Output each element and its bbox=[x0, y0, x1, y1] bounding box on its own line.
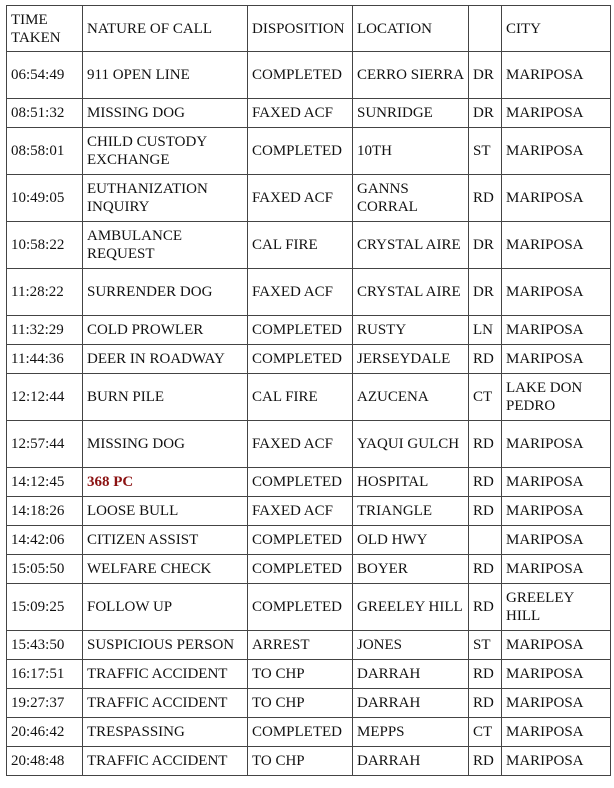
cell-city: MARIPOSA bbox=[502, 222, 611, 269]
header-city: CITY bbox=[502, 6, 611, 52]
cell-city: MARIPOSA bbox=[502, 526, 611, 555]
cell-city: MARIPOSA bbox=[502, 468, 611, 497]
cell-nature: MISSING DOG bbox=[83, 99, 248, 128]
cell-suffix bbox=[469, 526, 502, 555]
table-header-row bbox=[7, 6, 611, 52]
table-body bbox=[7, 52, 611, 776]
cell-nature: CITIZEN ASSIST bbox=[83, 526, 248, 555]
cell-suffix: RD bbox=[469, 747, 502, 776]
cell-location: 10TH bbox=[353, 128, 469, 175]
cell-time: 15:09:25 bbox=[7, 584, 83, 631]
cell-suffix: DR bbox=[469, 99, 502, 128]
table-row bbox=[7, 555, 611, 584]
header-nature: NATURE OF CALL bbox=[83, 6, 248, 52]
cell-disposition: TO CHP bbox=[248, 689, 353, 718]
table-row bbox=[7, 316, 611, 345]
cell-nature: TRAFFIC ACCIDENT bbox=[83, 689, 248, 718]
table-row bbox=[7, 631, 611, 660]
cell-nature: WELFARE CHECK bbox=[83, 555, 248, 584]
cell-time: 08:58:01 bbox=[7, 128, 83, 175]
cell-nature: SURRENDER DOG bbox=[83, 269, 248, 316]
cell-location: HOSPITAL bbox=[353, 468, 469, 497]
cell-location: CERRO SIERRA bbox=[353, 52, 469, 99]
cell-city: MARIPOSA bbox=[502, 269, 611, 316]
cell-suffix: DR bbox=[469, 269, 502, 316]
cell-city: MARIPOSA bbox=[502, 497, 611, 526]
cell-disposition: ARREST bbox=[248, 631, 353, 660]
table-row bbox=[7, 421, 611, 468]
cell-disposition: COMPLETED bbox=[248, 316, 353, 345]
cell-city: MARIPOSA bbox=[502, 175, 611, 222]
cell-city: MARIPOSA bbox=[502, 555, 611, 584]
cell-disposition: COMPLETED bbox=[248, 345, 353, 374]
cell-disposition: FAXED ACF bbox=[248, 99, 353, 128]
cell-nature: AMBULANCE REQUEST bbox=[83, 222, 248, 269]
cell-suffix: LN bbox=[469, 316, 502, 345]
cell-disposition: COMPLETED bbox=[248, 718, 353, 747]
table-row bbox=[7, 584, 611, 631]
cell-suffix: RD bbox=[469, 660, 502, 689]
cell-location: SUNRIDGE bbox=[353, 99, 469, 128]
call-log-table bbox=[6, 5, 611, 776]
table-row bbox=[7, 99, 611, 128]
cell-time: 10:58:22 bbox=[7, 222, 83, 269]
cell-city: MARIPOSA bbox=[502, 52, 611, 99]
cell-nature: 911 OPEN LINE bbox=[83, 52, 248, 99]
cell-nature: FOLLOW UP bbox=[83, 584, 248, 631]
cell-nature: TRAFFIC ACCIDENT bbox=[83, 747, 248, 776]
cell-city: MARIPOSA bbox=[502, 316, 611, 345]
header-suffix bbox=[469, 6, 502, 52]
cell-time: 14:18:26 bbox=[7, 497, 83, 526]
cell-city: MARIPOSA bbox=[502, 128, 611, 175]
cell-time: 15:05:50 bbox=[7, 555, 83, 584]
cell-disposition: FAXED ACF bbox=[248, 497, 353, 526]
cell-disposition: COMPLETED bbox=[248, 526, 353, 555]
cell-suffix: ST bbox=[469, 128, 502, 175]
cell-disposition: CAL FIRE bbox=[248, 222, 353, 269]
cell-city: MARIPOSA bbox=[502, 689, 611, 718]
cell-city: MARIPOSA bbox=[502, 631, 611, 660]
table-row bbox=[7, 497, 611, 526]
cell-nature: TRESPASSING bbox=[83, 718, 248, 747]
cell-location: CRYSTAL AIRE bbox=[353, 222, 469, 269]
cell-location: GREELEY HILL bbox=[353, 584, 469, 631]
cell-nature: LOOSE BULL bbox=[83, 497, 248, 526]
table-row bbox=[7, 269, 611, 316]
cell-disposition: COMPLETED bbox=[248, 128, 353, 175]
table-row bbox=[7, 175, 611, 222]
cell-suffix: RD bbox=[469, 584, 502, 631]
cell-disposition: COMPLETED bbox=[248, 555, 353, 584]
cell-location: BOYER bbox=[353, 555, 469, 584]
table-row bbox=[7, 718, 611, 747]
cell-city: MARIPOSA bbox=[502, 99, 611, 128]
cell-disposition: COMPLETED bbox=[248, 52, 353, 99]
cell-time: 12:12:44 bbox=[7, 374, 83, 421]
cell-disposition: FAXED ACF bbox=[248, 421, 353, 468]
table-row bbox=[7, 345, 611, 374]
cell-nature: MISSING DOG bbox=[83, 421, 248, 468]
header-time: TIME TAKEN bbox=[7, 6, 83, 52]
cell-nature: EUTHANIZATION INQUIRY bbox=[83, 175, 248, 222]
cell-suffix: RD bbox=[469, 555, 502, 584]
cell-disposition: FAXED ACF bbox=[248, 175, 353, 222]
cell-location: DARRAH bbox=[353, 689, 469, 718]
cell-location: OLD HWY bbox=[353, 526, 469, 555]
cell-disposition: COMPLETED bbox=[248, 468, 353, 497]
cell-city: MARIPOSA bbox=[502, 660, 611, 689]
cell-city: MARIPOSA bbox=[502, 421, 611, 468]
cell-time: 11:28:22 bbox=[7, 269, 83, 316]
cell-nature: BURN PILE bbox=[83, 374, 248, 421]
cell-location: MEPPS bbox=[353, 718, 469, 747]
cell-location: DARRAH bbox=[353, 747, 469, 776]
cell-location: AZUCENA bbox=[353, 374, 469, 421]
header-disposition: DISPOSITION bbox=[248, 6, 353, 52]
cell-disposition: FAXED ACF bbox=[248, 269, 353, 316]
cell-time: 06:54:49 bbox=[7, 52, 83, 99]
cell-suffix: RD bbox=[469, 497, 502, 526]
table-row bbox=[7, 128, 611, 175]
cell-location: JONES bbox=[353, 631, 469, 660]
header-location: LOCATION bbox=[353, 6, 469, 52]
cell-suffix: RD bbox=[469, 689, 502, 718]
cell-nature: 368 PC bbox=[83, 468, 248, 497]
cell-location: TRIANGLE bbox=[353, 497, 469, 526]
cell-suffix: RD bbox=[469, 175, 502, 222]
cell-location: DARRAH bbox=[353, 660, 469, 689]
cell-time: 16:17:51 bbox=[7, 660, 83, 689]
cell-time: 20:46:42 bbox=[7, 718, 83, 747]
cell-disposition: CAL FIRE bbox=[248, 374, 353, 421]
table-row bbox=[7, 660, 611, 689]
cell-disposition: COMPLETED bbox=[248, 584, 353, 631]
cell-location: RUSTY bbox=[353, 316, 469, 345]
table-row bbox=[7, 526, 611, 555]
cell-city: MARIPOSA bbox=[502, 718, 611, 747]
cell-disposition: TO CHP bbox=[248, 747, 353, 776]
cell-city: MARIPOSA bbox=[502, 345, 611, 374]
cell-nature: SUSPICIOUS PERSON bbox=[83, 631, 248, 660]
cell-suffix: CT bbox=[469, 374, 502, 421]
cell-location: JERSEYDALE bbox=[353, 345, 469, 374]
cell-suffix: DR bbox=[469, 52, 502, 99]
cell-nature: DEER IN ROADWAY bbox=[83, 345, 248, 374]
cell-suffix: RD bbox=[469, 345, 502, 374]
cell-time: 14:12:45 bbox=[7, 468, 83, 497]
table-row bbox=[7, 52, 611, 99]
cell-time: 15:43:50 bbox=[7, 631, 83, 660]
cell-location: YAQUI GULCH bbox=[353, 421, 469, 468]
table-row bbox=[7, 747, 611, 776]
table-row bbox=[7, 468, 611, 497]
cell-time: 14:42:06 bbox=[7, 526, 83, 555]
table-row bbox=[7, 689, 611, 718]
cell-suffix: RD bbox=[469, 421, 502, 468]
cell-location: GANNS CORRAL bbox=[353, 175, 469, 222]
cell-suffix: ST bbox=[469, 631, 502, 660]
cell-time: 11:32:29 bbox=[7, 316, 83, 345]
cell-nature: CHILD CUSTODY EXCHANGE bbox=[83, 128, 248, 175]
cell-time: 12:57:44 bbox=[7, 421, 83, 468]
cell-time: 19:27:37 bbox=[7, 689, 83, 718]
cell-time: 11:44:36 bbox=[7, 345, 83, 374]
cell-nature: COLD PROWLER bbox=[83, 316, 248, 345]
cell-location: CRYSTAL AIRE bbox=[353, 269, 469, 316]
cell-city: LAKE DON PEDRO bbox=[502, 374, 611, 421]
cell-nature: TRAFFIC ACCIDENT bbox=[83, 660, 248, 689]
cell-time: 20:48:48 bbox=[7, 747, 83, 776]
cell-disposition: TO CHP bbox=[248, 660, 353, 689]
cell-suffix: CT bbox=[469, 718, 502, 747]
cell-time: 08:51:32 bbox=[7, 99, 83, 128]
table-row bbox=[7, 222, 611, 269]
cell-suffix: DR bbox=[469, 222, 502, 269]
table-row bbox=[7, 374, 611, 421]
cell-time: 10:49:05 bbox=[7, 175, 83, 222]
cell-city: MARIPOSA bbox=[502, 747, 611, 776]
cell-suffix: RD bbox=[469, 468, 502, 497]
cell-city: GREELEY HILL bbox=[502, 584, 611, 631]
